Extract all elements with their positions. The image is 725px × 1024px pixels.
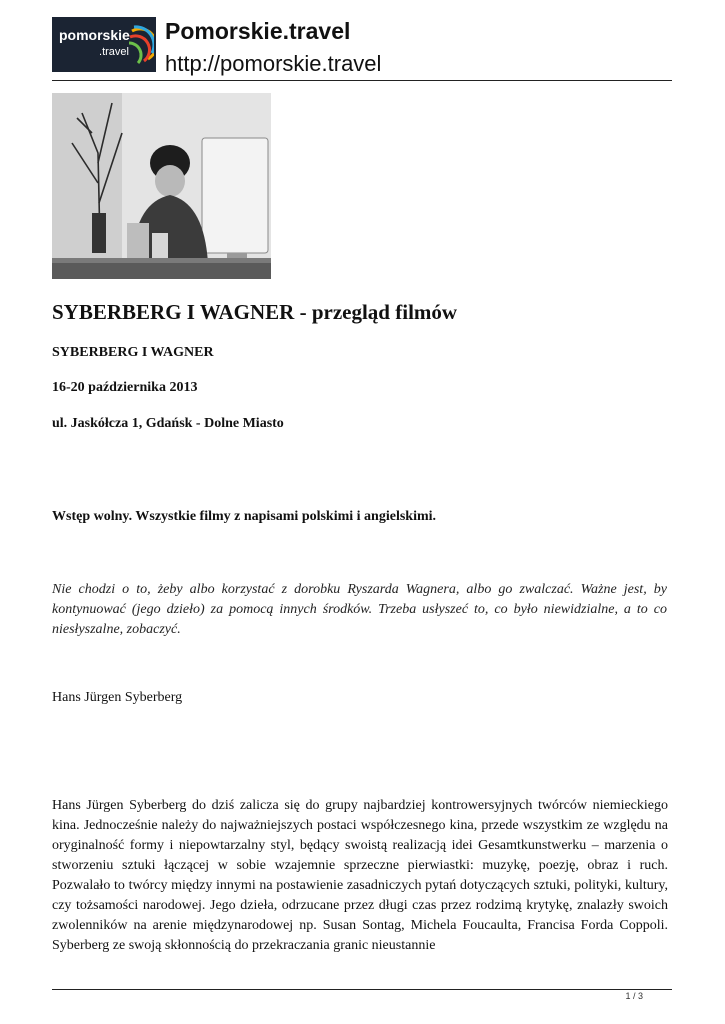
logo-line1: pomorskie: [59, 27, 130, 43]
site-url-link[interactable]: http://pomorskie.travel: [165, 51, 382, 76]
site-logo[interactable]: [52, 17, 156, 72]
site-name: Pomorskie.travel: [165, 18, 351, 44]
quote-text: Nie chodzi o to, żeby albo korzystać z dorobku Ryszarda Wagnera, albo go zwalczać. Ważne jest, by kontynuować (jego dzieło) za pomocą innych środków. Trzeba usłyszeć to, co było niewidzialne, a to co niesłyszalne, zobaczyć.: [52, 582, 667, 637]
quote-author: Hans Jürgen Syberberg: [52, 690, 183, 705]
page-indicator: 1 / 3: [625, 991, 643, 1001]
footer-divider: [52, 989, 672, 990]
event-address: ul. Jaskółcza 1, Gdańsk - Dolne Miasto: [52, 416, 284, 431]
body-paragraph: Hans Jürgen Syberberg do dziś zalicza się do grupy najbardziej kontrowersyjnych twórców niemieckiego kina. Jednocześnie należy do najważniejszych postaci współczesnego kina, przede wszystkim ze względu na oryginalność formy i niepowtarzalny styl, będący swoistą realizacją idei Gesamtkunstwerku – marzenia o stworzeniu sztuki łączącej w sobie wzajemnie sprzeczne pierwiastki: muzykę, poezję, obraz i ruch. Pozwalało to twórcy między innymi na postawienie zasadniczych pytań dotyczących sztuki, polityki, kultury, czy tożsamości narodowej. Jego dzieła, odrzucane przez długi czas przez rodzimą krytykę, znalazły swoich zwolenników na arenie międzynarodowej np. Susan Sontag, Michela Foucaulta, Francisa Forda Coppoli. Syberberg ze swoją skłonnością do przekraczania granic nieustannie: [52, 798, 668, 953]
article-subtitle: SYBERBERG I WAGNER: [52, 345, 214, 360]
logo-swirl-icon: [128, 25, 154, 65]
header-divider: [52, 80, 672, 81]
event-dates: 16-20 października 2013: [52, 380, 198, 395]
logo-line2: .travel: [99, 46, 129, 58]
logo-wordmark: [59, 28, 129, 60]
article-photo: [52, 93, 271, 279]
admission-info: Wstęp wolny. Wszystkie filmy z napisami polskimi i angielskimi.: [52, 509, 437, 524]
article-title: SYBERBERG I WAGNER - przegląd filmów: [52, 300, 458, 324]
